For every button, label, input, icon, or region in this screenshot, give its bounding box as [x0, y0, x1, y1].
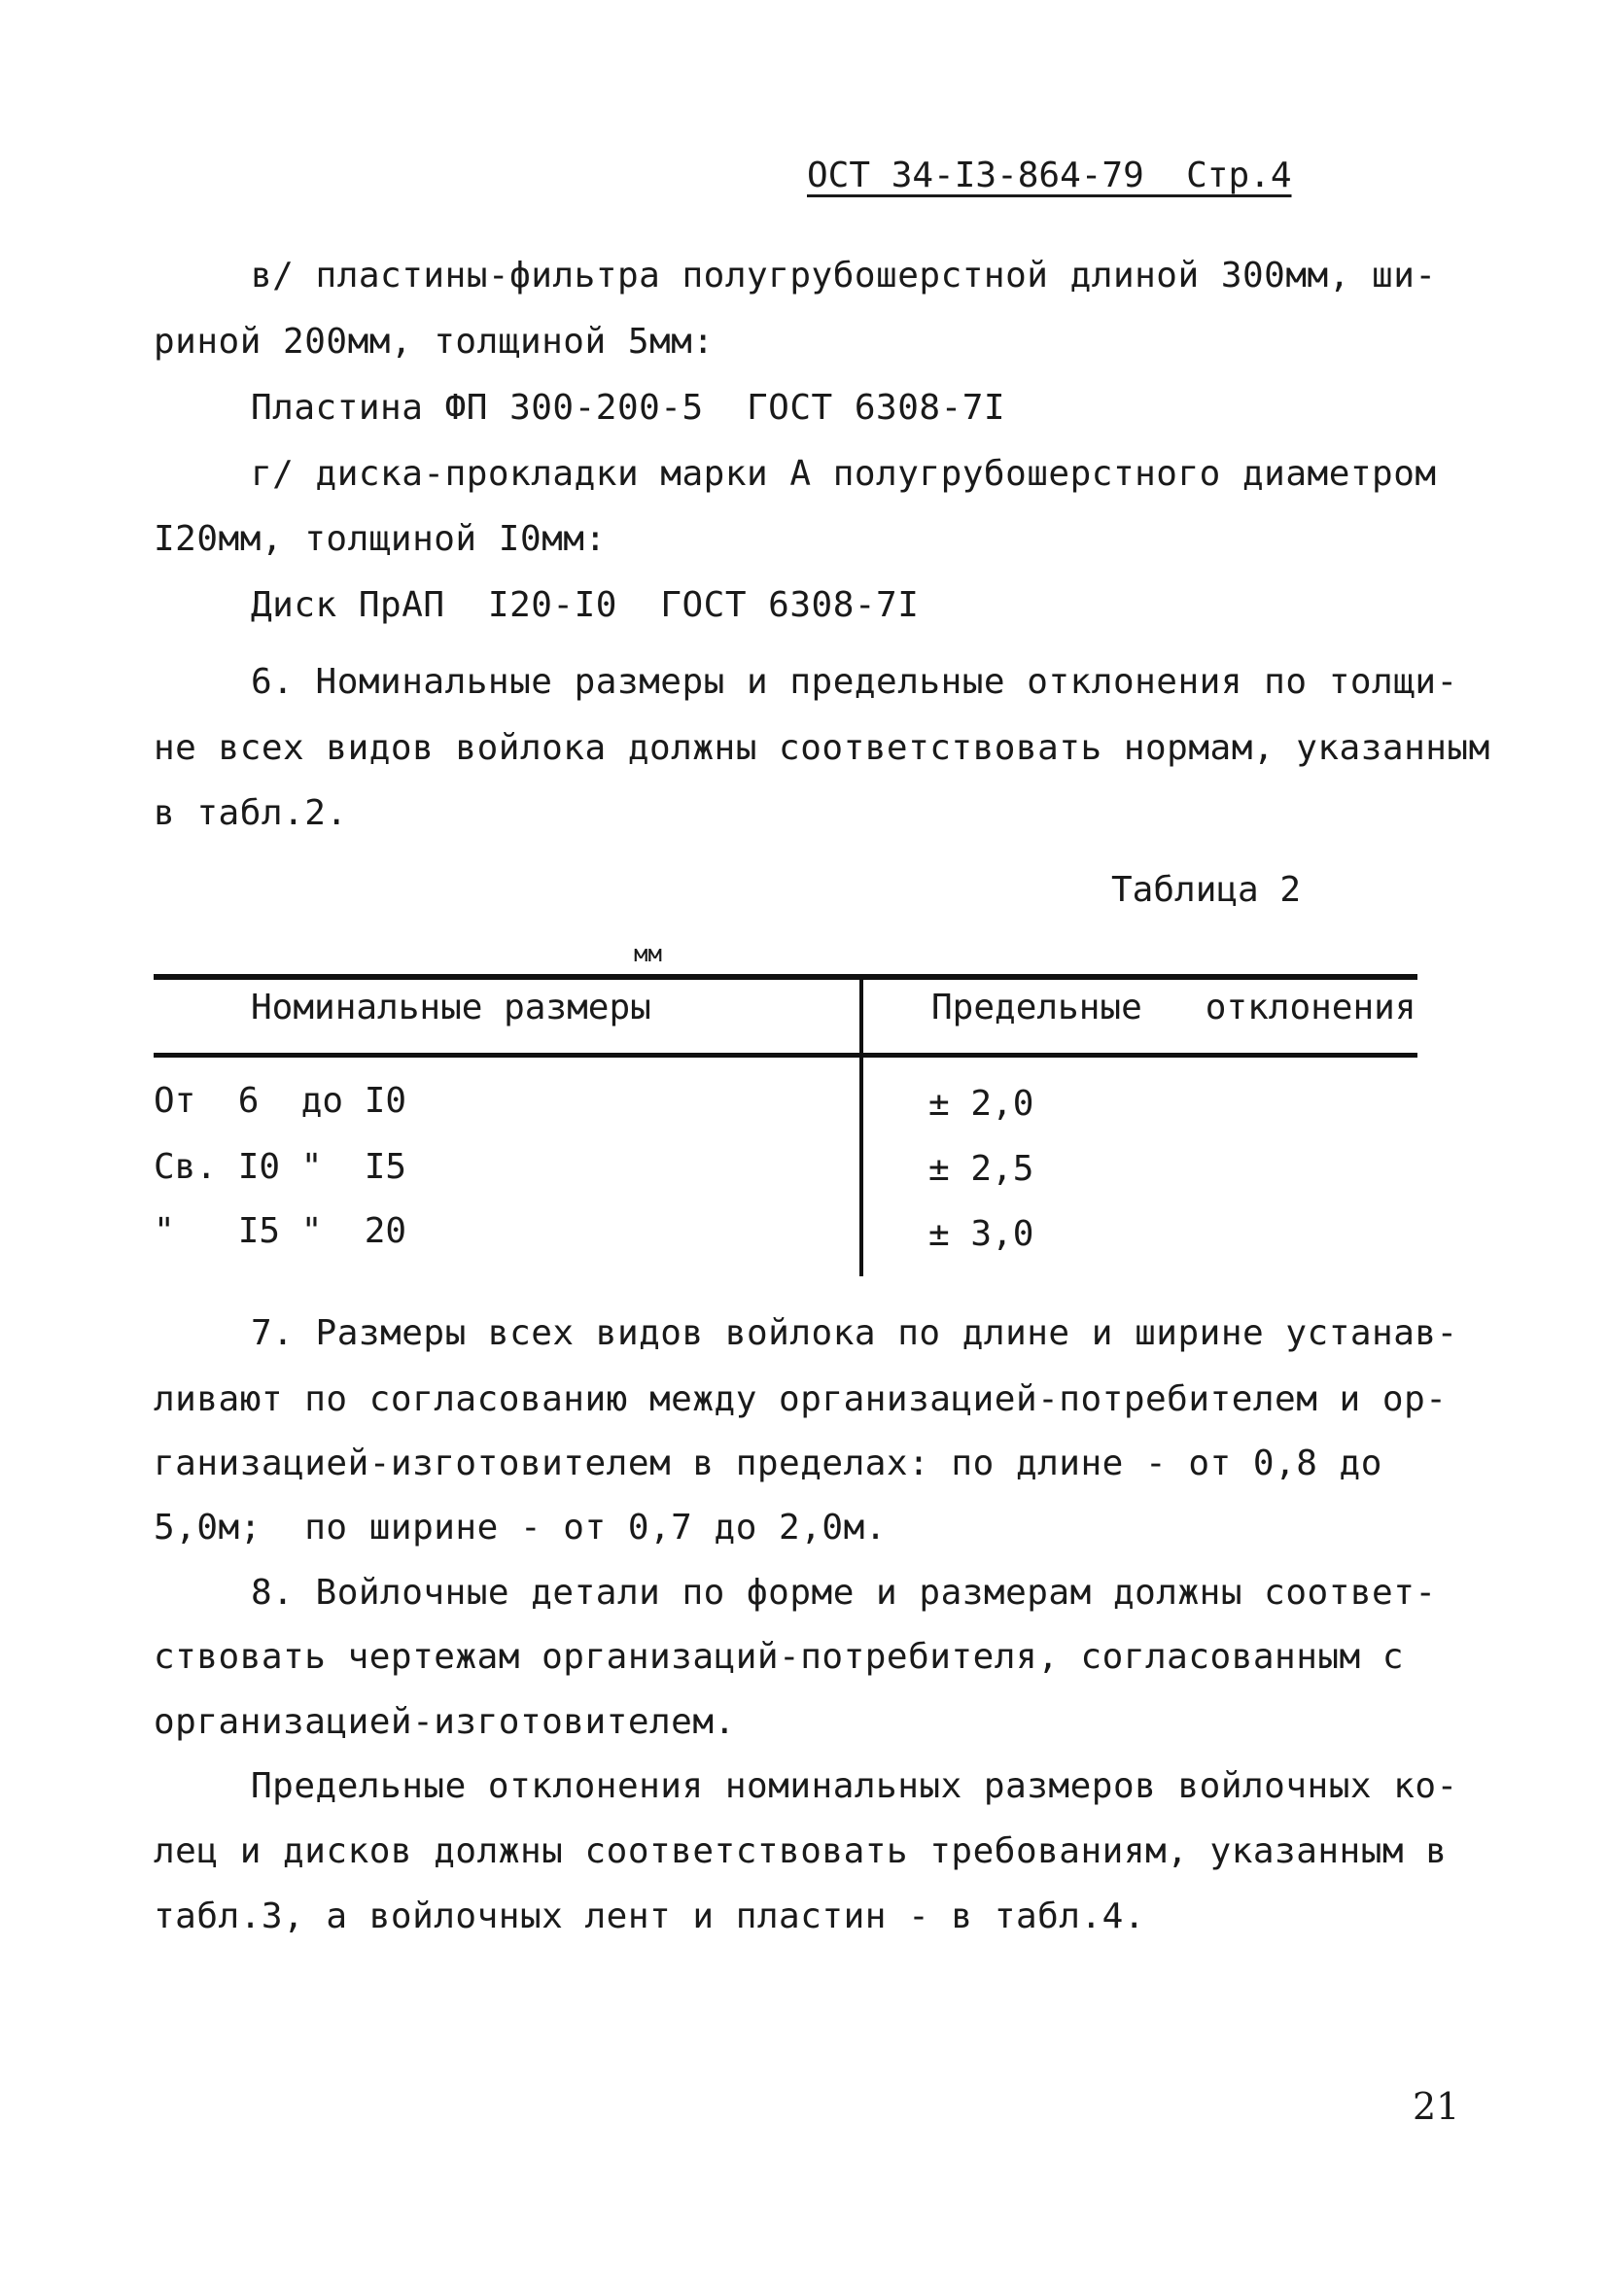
- paragraph-line: в/ пластины-фильтра полугрубошерстной длиной 300мм, ши-: [251, 256, 1437, 296]
- paragraph-line: г/ диска-прокладки марки А полугрубошерстного диаметром: [251, 454, 1437, 494]
- table-cell-size: Св. I0 " I5: [154, 1147, 407, 1187]
- table-top-rule: [154, 974, 1417, 980]
- paragraph-line: I20мм, толщиной I0мм:: [154, 519, 607, 559]
- paragraph-line: 8. Войлочные детали по форме и размерам должны соответ-: [251, 1573, 1437, 1613]
- paragraph-line: 7. Размеры всех видов войлока по длине и ширине устанав-: [251, 1313, 1458, 1353]
- table-header-rule: [154, 1053, 1417, 1058]
- paragraph-line: табл.3, а войлочных лент и пластин - в табл.4.: [154, 1896, 1145, 1936]
- table-cell-deviation: ± 2,5: [928, 1149, 1034, 1189]
- table-cell-size: От 6 до I0: [154, 1081, 407, 1121]
- paragraph-line: ганизацией-изготовителем в пределах: по длине - от 0,8 до: [154, 1444, 1382, 1483]
- designation-line: Диск ПрАП I20-I0 ГОСТ 6308-7I: [251, 585, 920, 625]
- table-column-divider: [859, 978, 863, 1276]
- paragraph-line: риной 200мм, толщиной 5мм:: [154, 322, 715, 362]
- designation-line: Пластина ФП 300-200-5 ГОСТ 6308-7I: [251, 388, 1006, 428]
- paragraph-line: ствовать чертежам организаций-потребителя, согласованным с: [154, 1637, 1405, 1677]
- table-cell-deviation: ± 3,0: [928, 1214, 1034, 1254]
- table-caption: Таблица 2: [1111, 870, 1302, 910]
- table-header-size: Номинальные размеры: [251, 988, 651, 1027]
- paragraph-line: лец и дисков должны соответствовать требованиям, указанным в: [154, 1831, 1448, 1871]
- paragraph-line: Предельные отклонения номинальных размеров войлочных ко-: [251, 1766, 1458, 1806]
- table-cell-size: " I5 " 20: [154, 1211, 407, 1251]
- paragraph-line: 6. Номинальные размеры и предельные отклонения по толщи-: [251, 662, 1458, 702]
- paragraph-line: 5,0м; по ширине - от 0,7 до 2,0м.: [154, 1508, 887, 1548]
- table-header-deviation: Предельные отклонения: [931, 988, 1416, 1027]
- paragraph-line: не всех видов войлока должны соответствовать нормам, указанным: [154, 728, 1490, 768]
- paragraph-line: ливают по согласованию между организацией-потребителем и ор-: [154, 1379, 1448, 1419]
- table-unit: мм: [634, 940, 662, 967]
- table-cell-deviation: ± 2,0: [928, 1084, 1034, 1124]
- paragraph-line: организацией-изготовителем.: [154, 1702, 736, 1742]
- document-header: ОСТ 34-I3-864-79 Стр.4: [807, 156, 1292, 195]
- paragraph-line: в табл.2.: [154, 793, 348, 833]
- page-number: 21: [1413, 2085, 1460, 2128]
